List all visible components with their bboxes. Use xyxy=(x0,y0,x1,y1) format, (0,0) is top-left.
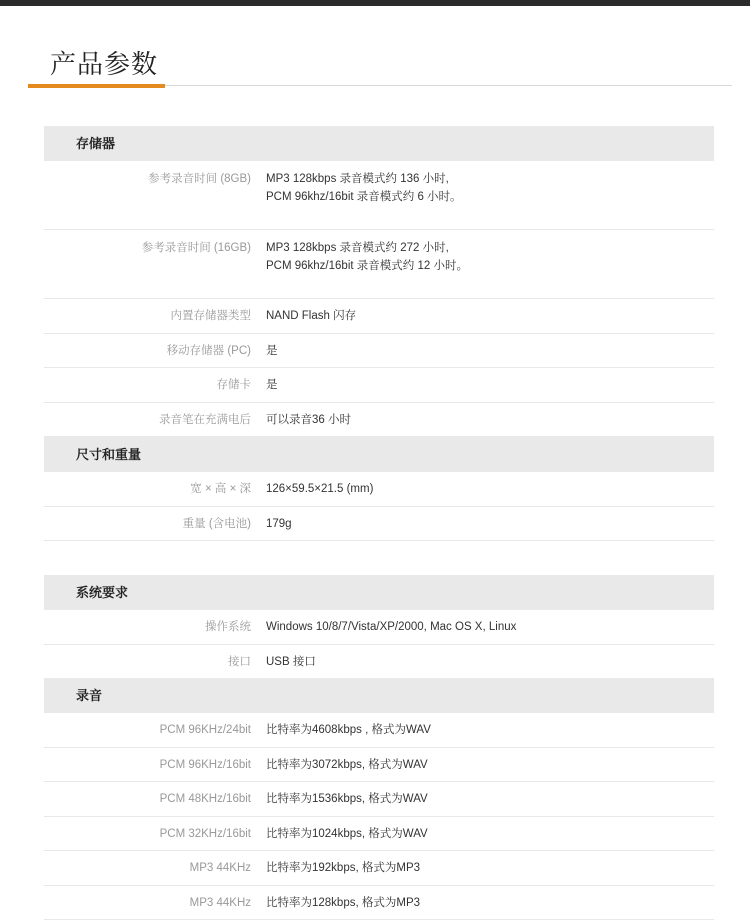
spec-value-line: MP3 128kbps 录音模式约 136 小时, xyxy=(266,173,449,185)
spec-label: PCM 32KHz/16bit xyxy=(159,827,251,840)
spec-row xyxy=(44,748,714,783)
spec-label: MP3 44KHz xyxy=(189,862,251,874)
spec-label: 移动存储器 (PC) xyxy=(166,344,251,357)
section-header: 存储器 xyxy=(44,126,714,161)
spec-label: 内置存储器类型 xyxy=(170,310,251,322)
spec-label: PCM 96KHz/24bit xyxy=(159,724,251,736)
spec-row xyxy=(44,334,714,369)
spec-value: 比特率为192kbps, 格式为MP3 xyxy=(266,862,421,874)
spec-label: 存储卡 xyxy=(216,379,251,391)
spec-value-line: PCM 96khz/16bit 录音模式约 12 小时。 xyxy=(266,260,468,272)
spec-value: 比特率为4608kbps , 格式为WAV xyxy=(266,724,431,736)
spec-value: 是 xyxy=(266,379,278,391)
spec-value: 比特率为1024kbps, 格式为WAV xyxy=(266,827,428,840)
section-storage xyxy=(44,126,714,437)
spec-label: 重量 (含电池) xyxy=(182,517,251,530)
section-dimensions-weight xyxy=(44,437,714,541)
spec-row xyxy=(44,403,714,438)
spec-value: 比特率为3072kbps, 格式为WAV xyxy=(266,758,428,771)
spec-value xyxy=(266,239,468,275)
spec-label: 宽 × 高 × 深 xyxy=(190,483,251,495)
page-title: 产品参数 xyxy=(50,49,159,79)
spec-label: 参考录音时间 (16GB) xyxy=(141,242,251,254)
spec-value: 179g xyxy=(266,517,292,530)
spec-row xyxy=(44,230,714,299)
spec-row xyxy=(44,299,714,334)
section-header: 尺寸和重量 xyxy=(44,437,714,472)
spec-row xyxy=(44,507,714,542)
spec-row xyxy=(44,817,714,852)
spec-row xyxy=(44,368,714,403)
spec-value-line: MP3 128kbps 录音模式约 272 小时, xyxy=(266,242,449,254)
spec-value-line: PCM 96khz/16bit 录音模式约 6 小时。 xyxy=(266,191,462,203)
spec-row xyxy=(44,713,714,748)
spec-value: 是 xyxy=(266,344,278,357)
spec-value: USB 接口 xyxy=(266,655,316,668)
spec-row xyxy=(44,886,714,920)
spec-label: PCM 48KHz/16bit xyxy=(159,793,251,805)
spec-label: 参考录音时间 (8GB) xyxy=(148,173,251,185)
spec-value: NAND Flash 闪存 xyxy=(266,310,357,322)
spec-row xyxy=(44,645,714,680)
section-header: 录音 xyxy=(44,678,714,713)
spec-label: MP3 44KHz xyxy=(189,896,251,909)
spec-row xyxy=(44,161,714,230)
section-header: 系统要求 xyxy=(44,575,714,610)
spec-row xyxy=(44,472,714,507)
spec-value: 126×59.5×21.5 (mm) xyxy=(266,483,374,495)
spec-row xyxy=(44,782,714,817)
section-system-requirements xyxy=(44,575,714,679)
spec-row xyxy=(44,610,714,645)
spec-row xyxy=(44,851,714,886)
section-recording xyxy=(44,678,714,920)
spec-value: Windows 10/8/7/Vista/XP/2000, Mac OS X, Linux xyxy=(266,621,517,633)
spec-value: 比特率为128kbps, 格式为MP3 xyxy=(266,896,421,909)
spec-label: PCM 96KHz/16bit xyxy=(159,758,251,771)
spec-label: 接口 xyxy=(228,655,251,668)
spec-value xyxy=(266,170,462,206)
spec-value: 比特率为1536kbps, 格式为WAV xyxy=(266,793,428,805)
title-accent-bar xyxy=(28,84,165,88)
top-bar xyxy=(0,0,750,6)
spec-label: 录音笔在充满电后 xyxy=(159,413,251,426)
spec-label: 操作系统 xyxy=(205,621,251,633)
spec-value: 可以录音36 小时 xyxy=(266,413,351,426)
